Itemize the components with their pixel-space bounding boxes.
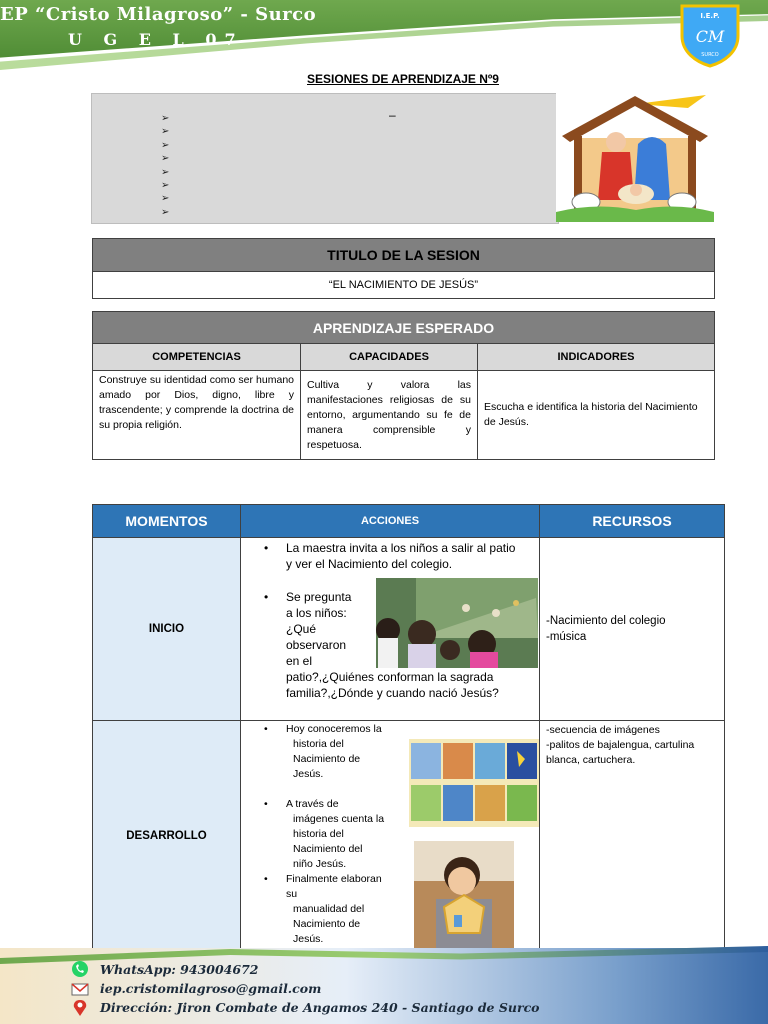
arrow-bullet-icon: ➢ xyxy=(161,153,170,165)
inicio-resources xyxy=(540,538,725,721)
col-recursos: RECURSOS xyxy=(540,505,725,538)
inicio-resource-1: -Nacimiento del colegio xyxy=(546,615,666,627)
desarrollo-b3-line2: su xyxy=(286,888,298,900)
email-icon xyxy=(70,980,90,998)
desarrollo-b2-line2: imágenes cuenta la xyxy=(293,813,385,825)
inicio-b2-line4: observaron xyxy=(286,638,347,652)
cell-capacidad: Cultiva y valora las manifestaciones religiosas de su entorno, argumentando su fe de manera comprensible y respetuosa. xyxy=(301,371,478,460)
desarrollo-actions xyxy=(241,721,540,951)
nativity-illustration xyxy=(556,90,714,222)
cell-competencia: Construye su identidad como ser humano amado por Dios, digno, libre y trascendente; y comprende la doctrina de su propia religión. xyxy=(93,371,301,460)
stage-desarrollo: DESARROLLO xyxy=(93,721,241,951)
ugel-label: U G E L 07 xyxy=(68,30,244,49)
crest-top-text: I.E.P. xyxy=(700,12,720,20)
session-title-header: TITULO DE LA SESION xyxy=(92,238,715,272)
info-dash: – xyxy=(389,108,396,122)
moments-table xyxy=(92,504,725,951)
col-acciones: ACCIONES xyxy=(241,505,540,538)
expected-learning-table xyxy=(92,343,715,460)
expected-learning-header: APRENDIZAJE ESPERADO xyxy=(92,311,715,345)
inicio-bullet-1 xyxy=(286,540,515,556)
desarrollo-b2-line5: niño Jesús. xyxy=(293,858,347,870)
desarrollo-resource-1: -secuencia de imágenes xyxy=(546,724,660,736)
school-name: EP “Cristo Milagroso” - Surco xyxy=(0,4,317,25)
inicio-b1-line2: y ver el Nacimiento del colegio. xyxy=(286,557,453,571)
footer-email: iep.cristomilagroso@gmail.com xyxy=(100,981,322,996)
arrow-bullet-icon: ➢ xyxy=(161,166,170,178)
footer-whatsapp: WhatsApp: 943004672 xyxy=(100,962,259,977)
location-pin-icon xyxy=(70,999,90,1017)
desarrollo-b1-line3: Nacimiento de xyxy=(293,753,361,765)
inicio-b2-tail1: patio?,¿Quiénes conforman la sagrada xyxy=(286,670,494,684)
arrow-bullet-icon: ➢ xyxy=(161,179,170,191)
desarrollo-resources xyxy=(540,721,725,951)
col-indicadores: INDICADORES xyxy=(478,344,715,371)
col-momentos: MOMENTOS xyxy=(93,505,241,538)
arrow-bullet-icon: ➢ xyxy=(161,139,170,151)
bullet-list xyxy=(161,112,175,219)
arrow-bullet-icon: ➢ xyxy=(161,126,170,138)
arrow-bullet-icon: ➢ xyxy=(161,206,170,218)
crest-bottom-text: SURCO xyxy=(701,52,719,58)
child-craft-photo xyxy=(414,841,514,951)
desarrollo-b2-line3: historia del xyxy=(293,828,344,840)
image-sequence-cards xyxy=(409,739,539,827)
col-capacidades: CAPACIDADES xyxy=(301,344,478,371)
cell-indicador: Escucha e identifica la historia del Nacimiento de Jesús. xyxy=(478,371,715,460)
desarrollo-b1-line1: • Hoy conoceremos la xyxy=(286,722,382,737)
desarrollo-b2-line4: Nacimiento del xyxy=(293,843,363,855)
col-competencias: COMPETENCIAS xyxy=(93,344,301,371)
desarrollo-b1-line4: Jesús. xyxy=(293,768,324,780)
session-title-value: “EL NACIMIENTO DE JESÚS” xyxy=(92,271,715,299)
inicio-actions xyxy=(241,538,540,721)
children-nativity-photo xyxy=(376,578,538,668)
desarrollo-b3-line3: manualidad del xyxy=(293,903,365,915)
desarrollo-b3-line5: Jesús. xyxy=(293,933,324,945)
inicio-b2-line2: a los niños: xyxy=(286,606,347,620)
desarrollo-b3-line4: Nacimiento de xyxy=(293,918,361,930)
desarrollo-b1-line2: historia del xyxy=(293,738,344,750)
desarrollo-b2-line1: • A través de xyxy=(286,797,339,812)
school-crest-logo xyxy=(678,2,742,68)
inicio-b2-tail2: familia?,¿Dónde y cuando nació Jesús? xyxy=(286,686,499,700)
desarrollo-resource-2: -palitos de bajalengua, cartulina xyxy=(546,739,695,751)
desarrollo-resource-3: blanca, cartuchera. xyxy=(546,754,636,766)
arrow-bullet-icon: ➢ xyxy=(161,193,170,205)
crest-initials: CM xyxy=(695,27,725,46)
inicio-b2-line1: • Se pregunta xyxy=(286,589,351,605)
page-title: SESIONES DE APRENDIZAJE Nº9 xyxy=(307,72,499,86)
inicio-b1-line1: La maestra invita a los niños a salir al patio xyxy=(286,541,516,555)
arrow-bullet-icon: ➢ xyxy=(161,113,170,124)
inicio-resource-2: -música xyxy=(546,631,587,643)
stage-inicio: INICIO xyxy=(93,538,241,721)
inicio-b2-line5: en el xyxy=(286,654,313,668)
desarrollo-b3-line1: • Finalmente elaboran xyxy=(286,872,382,887)
footer-address: Dirección: Jiron Combate de Angamos 240 - Santiago de Surco xyxy=(100,1000,540,1015)
whatsapp-icon xyxy=(70,960,90,978)
inicio-b2-line3: ¿Qué xyxy=(286,622,317,636)
